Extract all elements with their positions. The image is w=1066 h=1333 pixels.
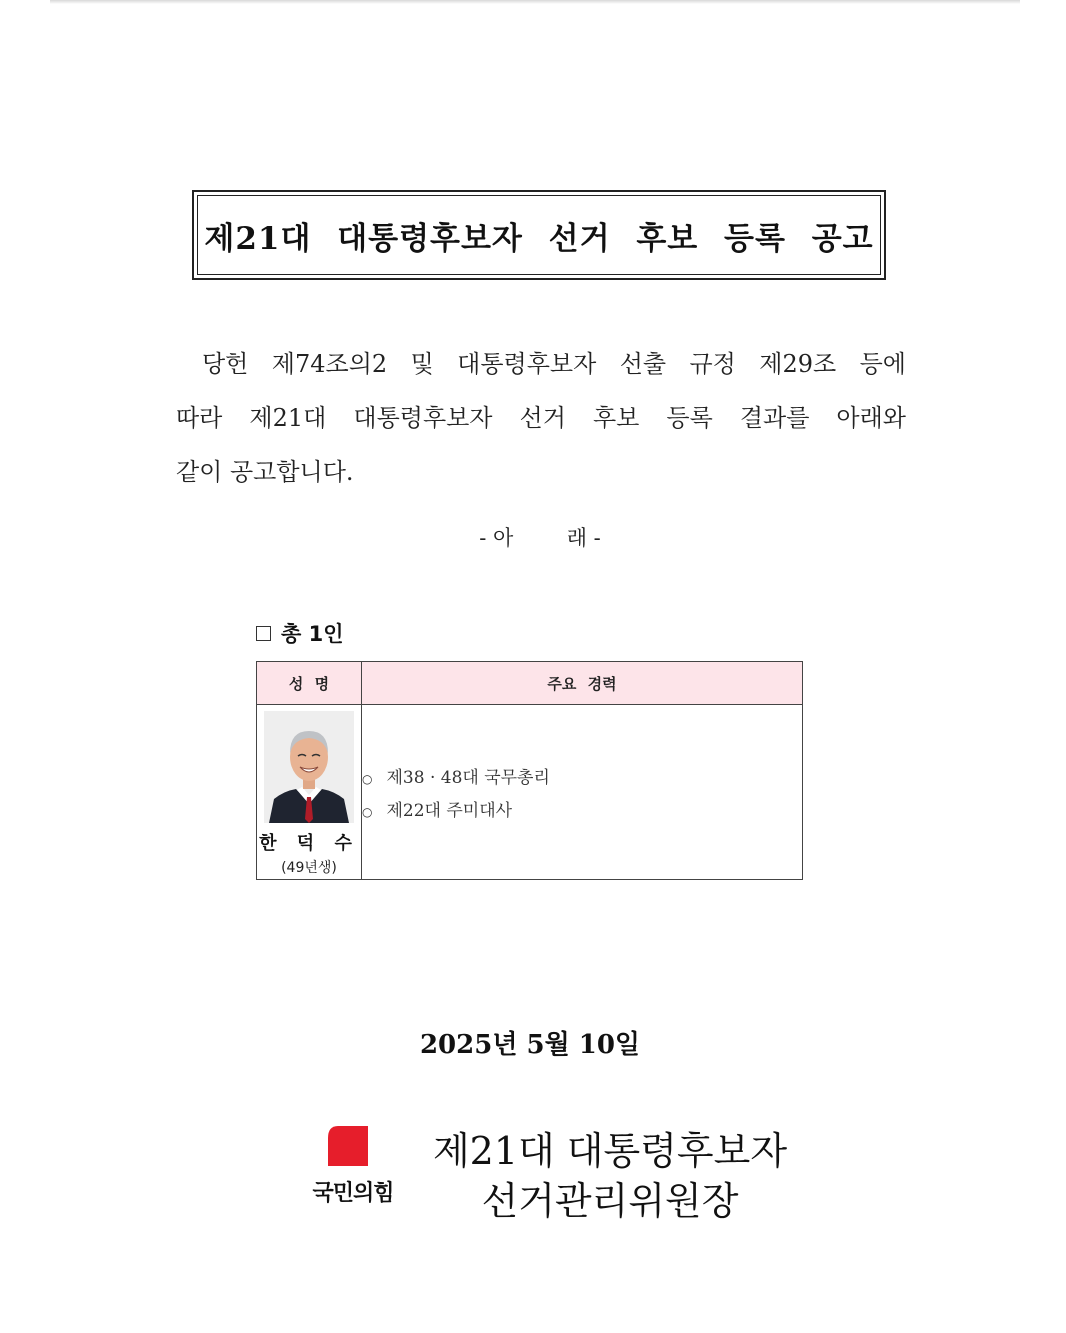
candidate-birth-year: (49년생) bbox=[281, 860, 337, 876]
career-cell bbox=[362, 705, 803, 880]
candidate-name: 한 덕 수 bbox=[259, 833, 359, 854]
career-text: 제38 · 48대 국무총리 bbox=[386, 768, 550, 788]
portrait-image bbox=[264, 711, 354, 823]
body-line-2: 따라 제21대 대통령후보자 선거 후보 등록 결과를 아래와 bbox=[176, 404, 906, 432]
title-box bbox=[192, 190, 886, 280]
circle-bullet-icon: ○ bbox=[362, 804, 373, 819]
candidate-table bbox=[256, 661, 803, 880]
signature-line-2: 선거관리위원장 bbox=[481, 1179, 739, 1223]
header-career: 주요 경력 bbox=[362, 662, 803, 705]
body-line-1: 당헌 제74조의2 및 대통령후보자 선출 규정 제29조 등에 bbox=[202, 350, 906, 378]
candidate-photo bbox=[264, 711, 354, 823]
below-heading: - 아 래 - bbox=[479, 526, 601, 550]
table-row bbox=[257, 705, 803, 880]
empty-square-icon bbox=[256, 626, 271, 641]
notice-title: 제21대 대통령후보자 선거 후보 등록 공고 bbox=[204, 220, 874, 257]
total-count-label: 총 1인 bbox=[281, 622, 344, 646]
signature-line-1: 제21대 대통령후보자 bbox=[432, 1129, 788, 1173]
party-logo-text: 국민의힘 bbox=[312, 1181, 394, 1206]
candidate-photo-cell bbox=[257, 705, 362, 880]
body-line-3: 같이 공고합니다. bbox=[176, 458, 354, 486]
list-item bbox=[362, 763, 802, 788]
title-box-inner bbox=[197, 195, 881, 275]
notice-date: 2025년 5월 10일 bbox=[419, 1030, 641, 1060]
header-name: 성 명 bbox=[257, 662, 362, 705]
scan-edge-shadow bbox=[50, 0, 1020, 4]
total-count bbox=[256, 618, 344, 648]
career-text: 제22대 주미대사 bbox=[386, 801, 513, 821]
circle-bullet-icon: ○ bbox=[362, 771, 373, 786]
party-logo-icon bbox=[326, 1124, 370, 1168]
table-header-row bbox=[257, 662, 803, 705]
list-item bbox=[362, 796, 802, 821]
